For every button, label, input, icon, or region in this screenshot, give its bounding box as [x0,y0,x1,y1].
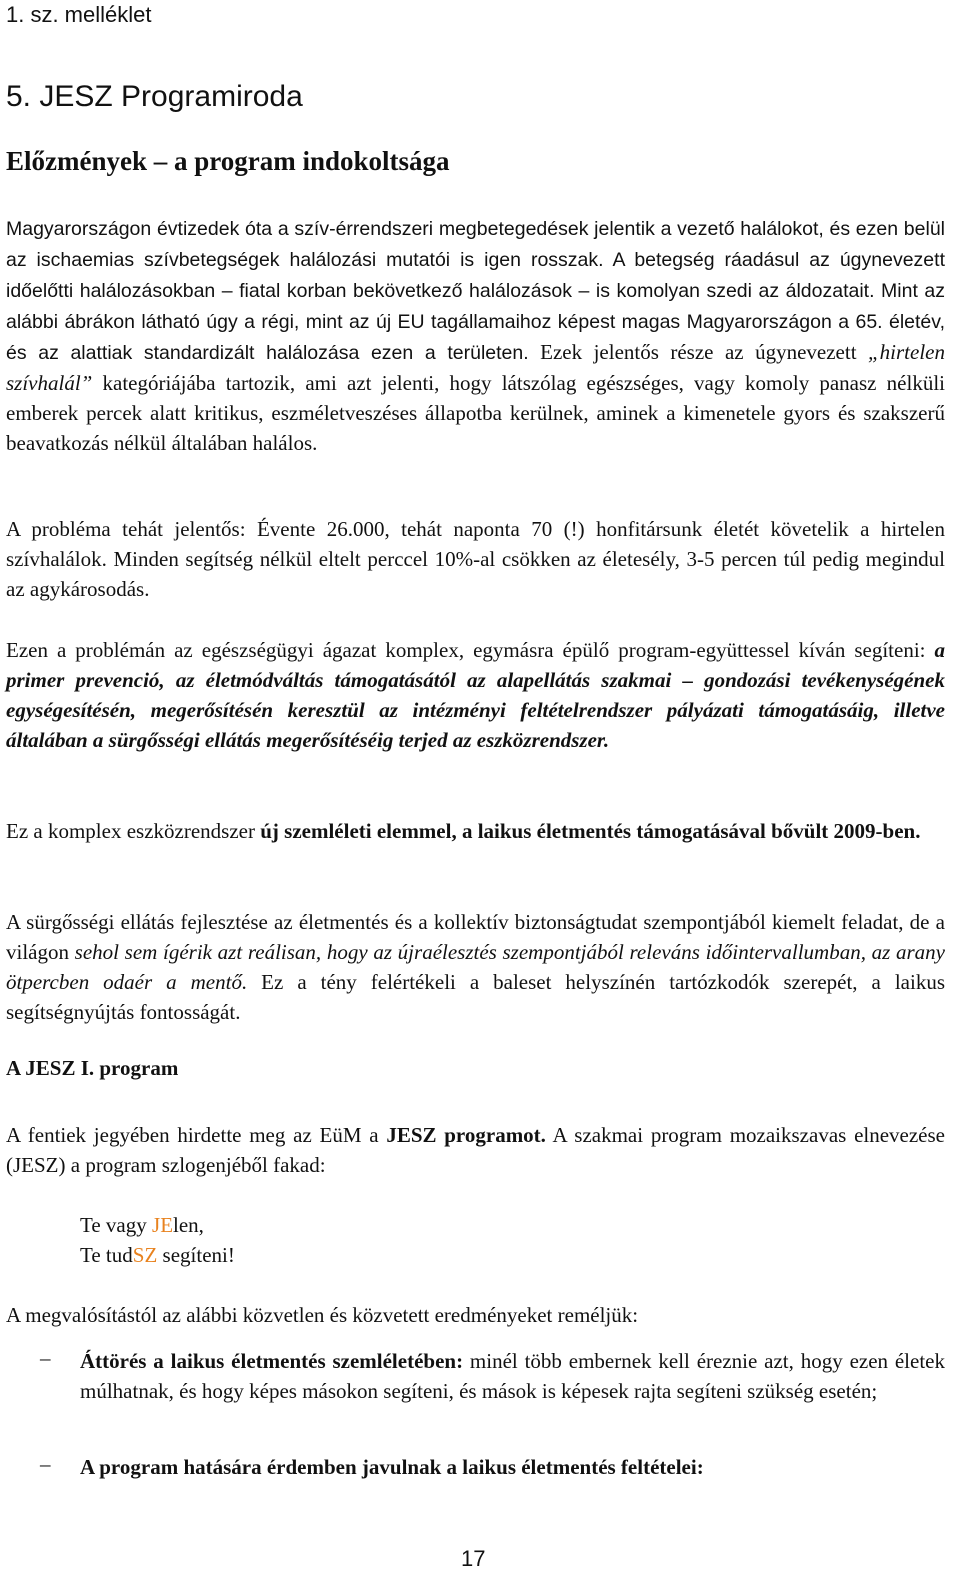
list-item-text: minél több embernek kell éreznie azt, hogy ezen életek múlhatnak, és hogy képes másokon segíteni, és mások is képesek rajta segíteni szükség esetén; [80,1349,945,1403]
paragraph-toolset-emphasis: a primer prevenció, az életmódváltás támogatásától az alapellátás szakmai – gondozási tevékenységének egységesítésén, megerősítésén keresztül az intézményi feltételrendszer pályázati támogatásáig, illetve általában a sürgősségi ellátás megerősítéséig terjed az eszközrendszer. [6,638,945,752]
paragraph-emergency [6,907,945,1027]
slogan-line-2-c: segíteni! [157,1243,235,1267]
list-bullet-dash: – [40,1346,51,1370]
paragraph-background-lead: Magyarországon évtizedek óta a szív-érrendszeri megbetegedések jelentik a vezető halálokot, és ezen belül az ischaemias szívbetegségek halálozási mutatói is igen rosszak. A betegség ráadásul az úgynevezett időelőtti halálozásokban – fiatal korban bekövetkező halálozások – is komolyan szedi az áldozatait. Mint az alábbi ábrákon látható úgy a régi, mint az új EU tagállamaihoz képest magas Magyarországon a 65. életév, és az alattiak standardizált halálozása ezen a területen. [6,218,945,364]
slogan-line-1 [80,1210,204,1240]
paragraph-announcement-bold: JESZ programot. [386,1123,546,1147]
slogan-line-1-accent: JE [152,1213,174,1237]
list-item [80,1346,945,1406]
paragraph-background-italic: „hirtelen szívhalál” [6,340,945,395]
list-item [80,1452,945,1482]
list-item-bold: A program hatására érdemben javulnak a laikus életmentés feltételei: [80,1455,704,1479]
paragraph-emergency-tail: Ez a tény felértékeli a baleset helyszínén tartózkodók szerepét, a laikus segítségnyújtás fontosságát. [6,970,945,1024]
paragraph-expected-results: A megvalósítástól az alábbi közvetlen és közvetett eredményeket reméljük: [6,1303,639,1327]
page-title: 5. JESZ Programiroda [6,80,303,113]
paragraph-extension-lead: Ez a komplex eszközrendszer [6,819,261,843]
annex-label: 1. sz. melléklet [6,2,152,27]
paragraph-background-tail: kategóriájába tartozik, ami azt jelenti, hogy látszólag egészséges, vagy komoly panasz nélküli emberek percek alatt kritikus, eszméletveszéses állapotba kerülnek, aminek a kimenetele gyors és szakszerű beavatkozás nélkül általában halálos. [6,371,945,455]
page-number: 17 [461,1546,486,1571]
paragraph-announcement [6,1120,945,1180]
paragraph-announcement-lead: A fentiek jegyében hirdette meg az EüM a [6,1123,387,1147]
slogan-line-2-accent: SZ [132,1243,158,1267]
slogan-line-2 [80,1240,235,1270]
subheading-jesz-program: A JESZ I. program [6,1056,179,1080]
slogan-line-2-a: Te tud [80,1243,133,1267]
paragraph-emergency-lead: A sürgősségi ellátás fejlesztése az életmentés és a kollektív biztonságtudat szempontjából kiemelt feladat, de a világon [6,910,945,964]
paragraph-toolset-lead: Ezen a problémán az egészségügyi ágazat komplex, egymásra épülő program-együttessel kíván segíteni: [6,638,935,662]
list-bullet-dash: – [40,1452,51,1476]
paragraph-background [6,213,945,458]
paragraph-announcement-tail: A szakmai program mozaikszavas elnevezése (JESZ) a program szlogenjéből fakad: [6,1123,945,1177]
slogan-line-1-c: len, [173,1213,204,1237]
paragraph-extension [6,816,945,846]
paragraph-emergency-italic: sehol sem ígérik azt reálisan, hogy az újraélesztés szempontjából releváns időintervallumban, az arany ötpercben odaér a mentő. [6,940,945,994]
paragraph-extension-bold: új szemléleti elemmel, a laikus életmentés támogatásával bővült 2009-ben. [260,819,921,843]
slogan-line-1-a: Te vagy [80,1213,153,1237]
paragraph-background-mid: Ezek jelentős része az úgynevezett [528,340,868,364]
list-item-bold: Áttörés a laikus életmentés szemléletében: [80,1349,464,1373]
paragraph-toolset [6,635,945,755]
section-title: Előzmények – a program indokoltsága [6,146,450,176]
paragraph-problem: A probléma tehát jelentős: Évente 26.000, tehát naponta 70 (!) honfitársunk életét követelik a hirtelen szívhalálok. Minden segítség nélkül eltelt perccel 10%-al csökken az életesély, 3-5 percen túl pedig megindul az agykárosodás. [6,517,945,601]
